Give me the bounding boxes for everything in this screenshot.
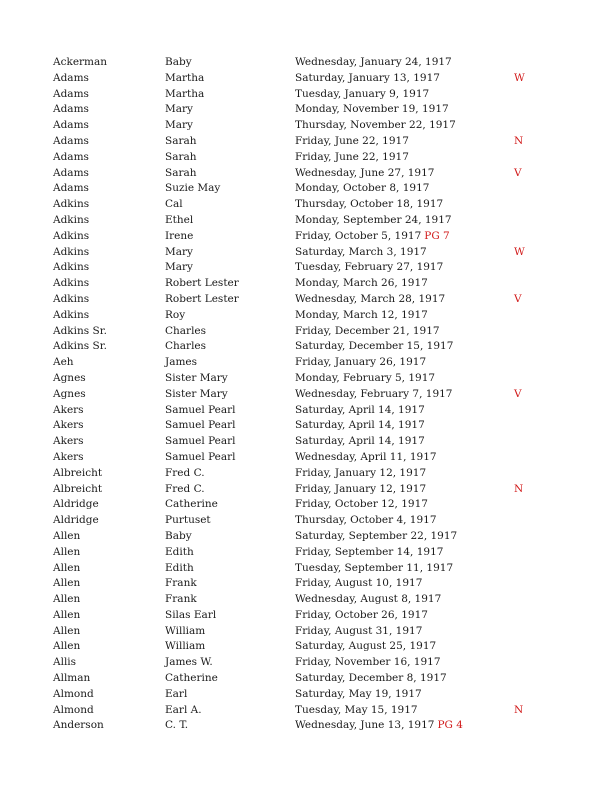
index-row — [0, 466, 612, 482]
date-text: Saturday, January 13, 1917 — [295, 71, 440, 84]
index-row — [0, 150, 612, 166]
given-name: Martha — [165, 87, 205, 100]
given-name: Samuel Pearl — [165, 435, 236, 448]
date-text: Wednesday, March 28, 1917 — [295, 292, 446, 305]
date-text: Friday, June 22, 1917 — [295, 150, 409, 163]
date-text: Thursday, October 18, 1917 — [295, 198, 444, 211]
surname: Adams — [53, 182, 89, 195]
date-text: Monday, March 26, 1917 — [295, 277, 428, 290]
surname: Albreicht — [53, 482, 103, 495]
index-row — [0, 608, 612, 624]
surname: Allen — [53, 577, 81, 590]
date-text: Saturday, December 8, 1917 — [295, 672, 447, 685]
surname: Agnes — [53, 371, 86, 384]
given-name: Robert Lester — [165, 292, 239, 305]
date-cell — [295, 166, 434, 182]
given-name: Edith — [165, 561, 194, 574]
date-cell — [295, 276, 428, 292]
given-name: Mary — [165, 261, 193, 274]
given-name: Mary — [165, 245, 193, 258]
surname: Allen — [53, 624, 81, 637]
surname: Adkins Sr. — [53, 324, 107, 337]
date-cell — [295, 355, 426, 371]
index-row — [0, 308, 612, 324]
record-mark: N — [514, 482, 524, 495]
date-text: Saturday, December 15, 1917 — [295, 340, 454, 353]
date-cell — [295, 418, 425, 434]
date-cell — [295, 513, 437, 529]
index-row — [0, 687, 612, 703]
date-cell — [295, 308, 428, 324]
date-text: Saturday, March 3, 1917 — [295, 245, 427, 258]
date-cell — [295, 545, 443, 561]
date-text: Saturday, May 19, 1917 — [295, 687, 422, 700]
date-text: Wednesday, February 7, 1917 — [295, 387, 453, 400]
date-cell — [295, 482, 426, 498]
record-mark: W — [514, 71, 525, 84]
date-text: Friday, October 12, 1917 — [295, 498, 428, 511]
given-name: Roy — [165, 308, 186, 321]
given-name: Fred C. — [165, 482, 205, 495]
record-mark: N — [514, 134, 524, 147]
given-name: Sarah — [165, 166, 197, 179]
given-name: Cal — [165, 198, 183, 211]
surname: Adams — [53, 134, 89, 147]
page-reference: PG 7 — [424, 229, 450, 242]
surname: Adams — [53, 119, 89, 132]
surname: Ackerman — [53, 56, 108, 68]
index-row — [0, 245, 612, 261]
surname: Almond — [53, 687, 94, 700]
given-name: Frank — [165, 577, 197, 590]
index-row — [0, 87, 612, 103]
surname: Almond — [53, 703, 94, 716]
date-cell — [295, 87, 429, 103]
date-text: Monday, November 19, 1917 — [295, 103, 449, 116]
surname: Albreicht — [53, 466, 103, 479]
index-row — [0, 639, 612, 655]
given-name: Charles — [165, 340, 207, 353]
index-row — [0, 181, 612, 197]
record-mark: V — [514, 166, 522, 179]
index-row — [0, 592, 612, 608]
date-cell — [295, 260, 443, 276]
surname: Anderson — [53, 719, 104, 732]
index-row — [0, 529, 612, 545]
given-name: Fred C. — [165, 466, 205, 479]
date-cell — [295, 292, 445, 308]
date-cell — [295, 561, 453, 577]
index-row — [0, 482, 612, 498]
surname: Adkins Sr. — [53, 340, 107, 353]
given-name: James W. — [165, 656, 213, 669]
surname: Adkins — [53, 292, 90, 305]
surname: Agnes — [53, 387, 86, 400]
date-text: Wednesday, August 8, 1917 — [295, 593, 442, 606]
given-name: William — [165, 624, 206, 637]
given-name: Catherine — [165, 498, 218, 511]
date-text: Thursday, October 4, 1917 — [295, 514, 437, 527]
surname: Akers — [53, 419, 84, 432]
index-row — [0, 718, 612, 734]
date-cell — [295, 624, 422, 640]
date-text: Saturday, September 22, 1917 — [295, 529, 458, 542]
index-row — [0, 434, 612, 450]
date-cell — [295, 181, 429, 197]
index-row — [0, 671, 612, 687]
record-mark: V — [514, 387, 522, 400]
index-row — [0, 276, 612, 292]
given-name: Mary — [165, 119, 193, 132]
date-text: Tuesday, September 11, 1917 — [295, 561, 454, 574]
index-row — [0, 229, 612, 245]
date-cell — [295, 55, 452, 71]
date-text: Monday, March 12, 1917 — [295, 308, 428, 321]
surname: Allen — [53, 608, 81, 621]
date-text: Friday, June 22, 1917 — [295, 134, 409, 147]
page-reference: PG 4 — [437, 719, 463, 732]
index-row — [0, 134, 612, 150]
index-row — [0, 118, 612, 134]
given-name: Baby — [165, 529, 192, 542]
given-name: C. T. — [165, 719, 189, 732]
index-row — [0, 197, 612, 213]
index-row — [0, 403, 612, 419]
date-cell — [295, 339, 453, 355]
date-text: Thursday, November 22, 1917 — [295, 119, 456, 132]
given-name: Catherine — [165, 672, 218, 685]
surname: Adams — [53, 166, 89, 179]
surname: Allen — [53, 640, 81, 653]
surname: Adams — [53, 150, 89, 163]
date-cell — [295, 324, 440, 340]
date-text: Friday, August 10, 1917 — [295, 577, 423, 590]
date-cell — [295, 466, 426, 482]
date-text: Saturday, April 14, 1917 — [295, 403, 425, 416]
index-row — [0, 166, 612, 182]
date-text: Tuesday, May 15, 1917 — [295, 703, 418, 716]
date-text: Friday, January 12, 1917 — [295, 482, 427, 495]
date-cell — [295, 245, 427, 261]
date-cell — [295, 687, 422, 703]
date-text: Wednesday, June 13, 1917 — [295, 719, 435, 732]
date-cell — [295, 703, 418, 719]
index-row — [0, 387, 612, 403]
index-row — [0, 339, 612, 355]
surname: Adams — [53, 71, 89, 84]
date-cell — [295, 529, 457, 545]
given-name: Earl — [165, 687, 188, 700]
given-name: Martha — [165, 71, 205, 84]
surname: Aldridge — [53, 498, 99, 511]
surname: Adams — [53, 103, 89, 116]
surname: Adkins — [53, 308, 90, 321]
date-text: Monday, September 24, 1917 — [295, 213, 452, 226]
surname: Aeh — [53, 356, 74, 369]
date-cell — [295, 102, 449, 118]
date-cell — [295, 718, 463, 734]
index-row — [0, 561, 612, 577]
date-text: Monday, February 5, 1917 — [295, 371, 436, 384]
date-text: Wednesday, June 27, 1917 — [295, 166, 435, 179]
index-row — [0, 418, 612, 434]
date-cell — [295, 639, 436, 655]
date-text: Monday, October 8, 1917 — [295, 182, 430, 195]
index-list — [0, 55, 612, 734]
surname: Adkins — [53, 277, 90, 290]
surname: Allen — [53, 593, 81, 606]
index-row — [0, 55, 612, 71]
surname: Akers — [53, 403, 84, 416]
surname: Allen — [53, 545, 81, 558]
date-cell — [295, 134, 409, 150]
date-text: Tuesday, January 9, 1917 — [295, 87, 430, 100]
index-row — [0, 497, 612, 513]
given-name: Samuel Pearl — [165, 419, 236, 432]
given-name: Sarah — [165, 150, 197, 163]
surname: Adkins — [53, 261, 90, 274]
given-name: Irene — [165, 229, 194, 242]
date-cell — [295, 450, 437, 466]
given-name: Charles — [165, 324, 207, 337]
given-name: Sister Mary — [165, 387, 228, 400]
index-row — [0, 355, 612, 371]
given-name: Purtuset — [165, 514, 211, 527]
index-row — [0, 545, 612, 561]
given-name: Suzie May — [165, 182, 221, 195]
index-row — [0, 324, 612, 340]
given-name: Mary — [165, 103, 193, 116]
date-cell — [295, 229, 450, 245]
given-name: Samuel Pearl — [165, 450, 236, 463]
date-text: Wednesday, January 24, 1917 — [295, 56, 452, 68]
surname: Adkins — [53, 229, 90, 242]
date-cell — [295, 150, 409, 166]
given-name: James — [165, 356, 198, 369]
date-text: Wednesday, April 11, 1917 — [295, 450, 437, 463]
date-text: Friday, August 31, 1917 — [295, 624, 423, 637]
index-row — [0, 292, 612, 308]
given-name: Sarah — [165, 134, 197, 147]
record-mark: N — [514, 703, 524, 716]
date-text: Friday, December 21, 1917 — [295, 324, 440, 337]
given-name: Robert Lester — [165, 277, 239, 290]
date-text: Friday, January 12, 1917 — [295, 466, 427, 479]
given-name: William — [165, 640, 206, 653]
date-text: Saturday, April 14, 1917 — [295, 419, 425, 432]
date-text: Friday, October 5, 1917 — [295, 229, 422, 242]
index-row — [0, 703, 612, 719]
given-name: Silas Earl — [165, 608, 217, 621]
surname: Adkins — [53, 198, 90, 211]
index-row — [0, 71, 612, 87]
index-row — [0, 624, 612, 640]
given-name: Edith — [165, 545, 194, 558]
given-name: Baby — [165, 56, 192, 68]
date-cell — [295, 655, 441, 671]
date-cell — [295, 71, 440, 87]
surname: Akers — [53, 435, 84, 448]
date-text: Saturday, April 14, 1917 — [295, 435, 425, 448]
index-row — [0, 260, 612, 276]
date-cell — [295, 387, 453, 403]
date-cell — [295, 118, 456, 134]
date-text: Friday, September 14, 1917 — [295, 545, 444, 558]
date-text: Friday, January 26, 1917 — [295, 356, 427, 369]
given-name: Frank — [165, 593, 197, 606]
given-name: Earl A. — [165, 703, 202, 716]
date-cell — [295, 608, 428, 624]
record-mark: V — [514, 292, 522, 305]
surname: Allen — [53, 529, 81, 542]
date-cell — [295, 592, 441, 608]
date-cell — [295, 671, 447, 687]
index-row — [0, 576, 612, 592]
index-row — [0, 655, 612, 671]
surname: Akers — [53, 450, 84, 463]
given-name: Sister Mary — [165, 371, 228, 384]
index-row — [0, 513, 612, 529]
date-text: Friday, November 16, 1917 — [295, 656, 441, 669]
index-row — [0, 213, 612, 229]
record-mark: W — [514, 245, 525, 258]
surname: Adkins — [53, 245, 90, 258]
surname: Aldridge — [53, 514, 99, 527]
date-cell — [295, 497, 428, 513]
surname: Allman — [53, 672, 91, 685]
date-text: Friday, October 26, 1917 — [295, 608, 428, 621]
index-row — [0, 371, 612, 387]
date-cell — [295, 434, 425, 450]
given-name: Ethel — [165, 213, 194, 226]
date-cell — [295, 403, 425, 419]
date-cell — [295, 213, 452, 229]
index-row — [0, 450, 612, 466]
surname: Allis — [53, 656, 77, 669]
surname: Adkins — [53, 213, 90, 226]
surname: Adams — [53, 87, 89, 100]
date-text: Saturday, August 25, 1917 — [295, 640, 437, 653]
date-cell — [295, 371, 435, 387]
surname: Allen — [53, 561, 81, 574]
given-name: Samuel Pearl — [165, 403, 236, 416]
date-cell — [295, 197, 443, 213]
index-row — [0, 102, 612, 118]
date-cell — [295, 576, 422, 592]
date-text: Tuesday, February 27, 1917 — [295, 261, 444, 274]
